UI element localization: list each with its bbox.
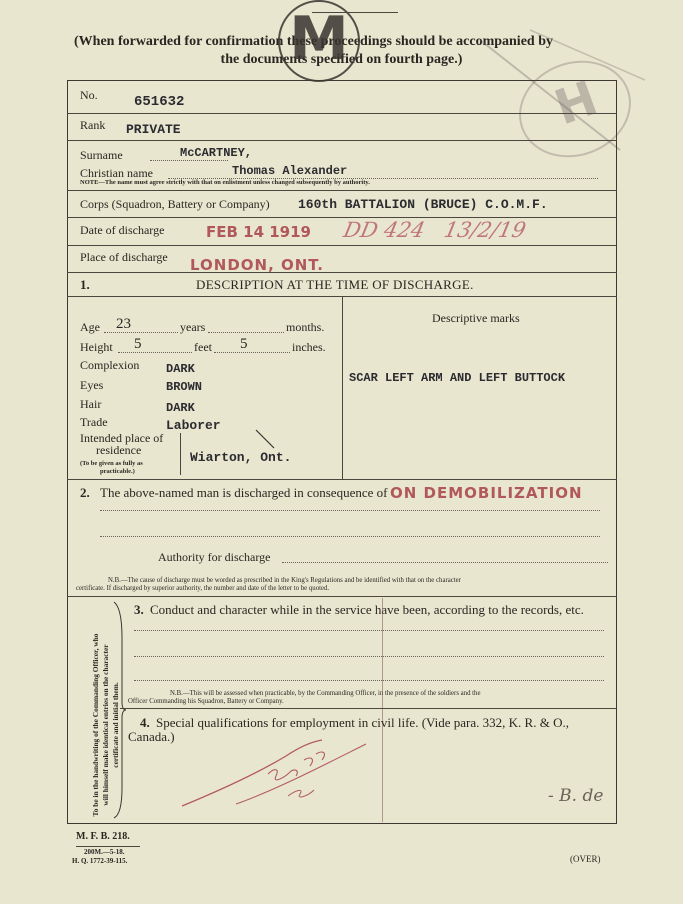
red-signature bbox=[176, 734, 376, 814]
section3-text: Conduct and character while in the service have been, according to the records, etc. bbox=[150, 602, 584, 617]
residence-note-2: practicable.) bbox=[100, 468, 135, 475]
years-label: years bbox=[180, 320, 206, 334]
inches-label: inches. bbox=[292, 340, 326, 354]
hair-label: Hair bbox=[80, 397, 102, 411]
over-label: (OVER) bbox=[570, 854, 601, 864]
residence-value: Wiarton, Ont. bbox=[190, 450, 292, 465]
section4-text-1: Special qualifications for employment in civil life. (Vide para. 332, K. R. & O., bbox=[156, 715, 569, 730]
date-stamp: FEB 14 1919 bbox=[206, 223, 311, 241]
side-note-line-2: will himself make identical entries on the character bbox=[101, 644, 110, 806]
residence-label-2: residence bbox=[96, 443, 142, 457]
section3-number: 3. bbox=[134, 602, 144, 617]
christian-value: Thomas Alexander bbox=[232, 164, 348, 178]
surname-value: McCARTNEY, bbox=[180, 146, 253, 160]
section2-stamp: ON DEMOBILIZATION bbox=[390, 484, 583, 502]
surname-label: Surname bbox=[80, 148, 123, 162]
months-label: months. bbox=[286, 320, 325, 334]
rank-label: Rank bbox=[80, 118, 106, 132]
height-feet: 5 bbox=[134, 336, 142, 352]
header-line-1: (When forwarded for confirmation these proceedings should be accompanied by bbox=[74, 34, 553, 49]
date-handwritten: DD 424 13/2/19 bbox=[341, 218, 528, 242]
corner-stamp-letter: H bbox=[547, 70, 605, 137]
date-label: Date of discharge bbox=[80, 223, 165, 237]
side-note-line-3: certificate and initial them. bbox=[111, 682, 120, 768]
header-line-2: the documents specified on fourth page.) bbox=[220, 52, 463, 67]
feet-label: feet bbox=[194, 340, 212, 354]
note-name: NOTE—The name must agree strictly with that on enlistment unless changed subsequently by authority. bbox=[80, 179, 370, 186]
height-label: Height bbox=[80, 340, 113, 354]
complexion-value: DARK bbox=[166, 362, 195, 376]
christian-label: Christian name bbox=[80, 166, 153, 180]
age-value: 23 bbox=[116, 316, 131, 332]
section2-note-1: N.B.—The cause of discharge must be worded as prescribed in the King's Regulations and be identified with that on the character bbox=[108, 577, 461, 584]
rank-value: PRIVATE bbox=[126, 122, 181, 137]
section2-text: The above-named man is discharged in consequence of bbox=[100, 485, 388, 500]
m-seal-letter: M bbox=[289, 4, 349, 74]
section4-number: 4. bbox=[140, 715, 150, 730]
hair-value: DARK bbox=[166, 401, 195, 415]
section1-title: DESCRIPTION AT THE TIME OF DISCHARGE. bbox=[196, 277, 474, 292]
eyes-value: BROWN bbox=[166, 380, 203, 394]
eyes-label: Eyes bbox=[80, 378, 104, 392]
ditto-stroke bbox=[254, 428, 278, 452]
height-inches: 5 bbox=[240, 336, 248, 352]
place-label: Place of discharge bbox=[80, 250, 168, 264]
side-note-line-1: To be in the handwriting of the Commanding Officer, who bbox=[91, 633, 100, 817]
print-line-1: 200M.—5-18. bbox=[84, 848, 125, 856]
section3-note-1: N.B.—This will be assessed when practicable, by the Commanding Officer, in the presence of the soldiers and the bbox=[170, 690, 481, 697]
trade-label: Trade bbox=[80, 415, 108, 429]
section3-note-2: Officer Commanding his Squadron, Battery or Company. bbox=[128, 698, 284, 705]
section4-initials: - B. de bbox=[548, 786, 604, 806]
age-label: Age bbox=[80, 320, 100, 334]
print-line-2: H. Q. 1772-39-115. bbox=[72, 857, 128, 865]
residence-label-1: Intended place of bbox=[80, 431, 164, 445]
trade-value: Laborer bbox=[166, 418, 221, 433]
no-value: 651632 bbox=[134, 94, 185, 110]
section2-number: 2. bbox=[80, 485, 90, 500]
section2-note-2: certificate. If discharged by superior authority, the number and date of the letter to be quoted. bbox=[76, 585, 330, 592]
section4-text-2: Canada.) bbox=[128, 729, 175, 744]
section1-number: 1. bbox=[80, 277, 90, 292]
complexion-label: Complexion bbox=[80, 358, 140, 372]
residence-note-1: (To be given as fully as bbox=[80, 460, 143, 467]
center-crease bbox=[382, 598, 383, 822]
marks-value: SCAR LEFT ARM AND LEFT BUTTOCK bbox=[349, 371, 566, 385]
marks-label: Descriptive marks bbox=[432, 311, 520, 325]
corps-label: Corps (Squadron, Battery or Company) bbox=[80, 197, 270, 211]
no-label: No. bbox=[80, 88, 98, 102]
form-number: M. F. B. 218. bbox=[76, 831, 130, 842]
side-bracket bbox=[110, 598, 130, 822]
authority-label: Authority for discharge bbox=[158, 550, 271, 564]
corps-value: 160th BATTALION (BRUCE) C.O.M.F. bbox=[298, 197, 548, 212]
place-stamp: LONDON, ONT. bbox=[190, 256, 324, 274]
